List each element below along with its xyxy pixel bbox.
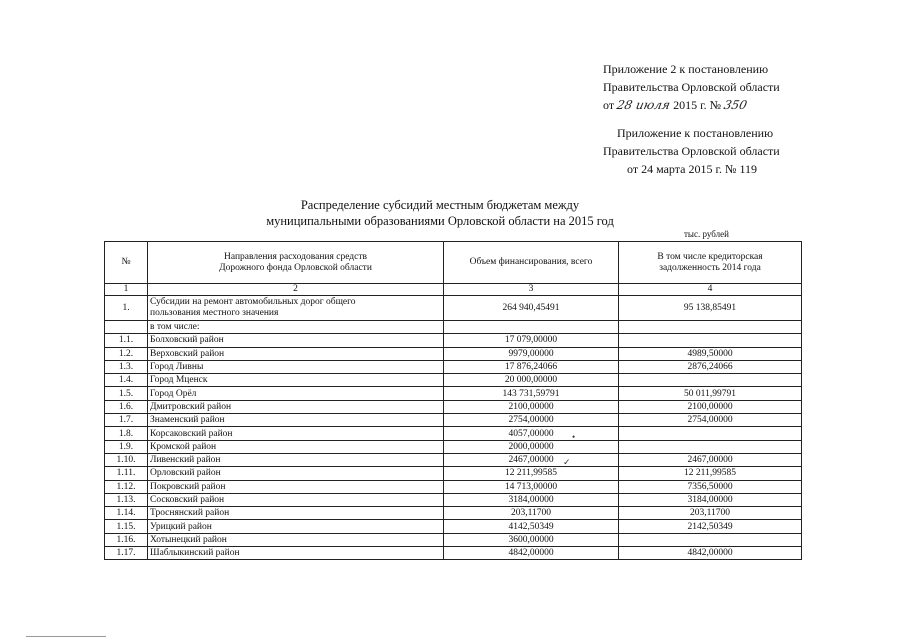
header-direction-line1: Направления расходования средств xyxy=(224,251,367,262)
row-total: 4057,00000 xyxy=(444,427,619,440)
row-total: 2467,00000 xyxy=(444,453,619,466)
main-name xyxy=(148,296,444,321)
column-numbers-row xyxy=(105,284,802,296)
handwritten-date: 28 июля xyxy=(615,98,672,112)
table-header-row xyxy=(105,242,802,284)
table-row xyxy=(105,347,802,360)
table-row xyxy=(105,427,802,440)
document-title xyxy=(250,197,630,229)
row-no: 1.7. xyxy=(105,414,148,427)
row-name: Кромской район xyxy=(148,440,444,453)
row-debt: 4842,00000 xyxy=(619,547,802,560)
row-total: 17 876,24066 xyxy=(444,360,619,373)
row-name: Город Ливны xyxy=(148,360,444,373)
row-total: 4842,00000 xyxy=(444,547,619,560)
annex-2-date xyxy=(603,96,780,114)
row-name: Троснянский район xyxy=(148,507,444,520)
table-row xyxy=(105,440,802,453)
header-no: № xyxy=(105,242,148,284)
annex-2-line1: Приложение 2 к постановлению xyxy=(603,62,769,76)
row-debt: 2142,50349 xyxy=(619,520,802,533)
table-row xyxy=(105,493,802,506)
row-debt: 4989,50000 xyxy=(619,347,802,360)
including-row xyxy=(105,321,802,334)
table-row xyxy=(105,400,802,413)
stray-mark: • xyxy=(572,432,576,442)
row-no: 1.17. xyxy=(105,547,148,560)
row-name: Дмитровский район xyxy=(148,400,444,413)
row-name: Шаблыкинский район xyxy=(148,547,444,560)
header-direction xyxy=(148,242,444,284)
row-no: 1.4. xyxy=(105,374,148,387)
row-name: Город Орёл xyxy=(148,387,444,400)
table-row xyxy=(105,480,802,493)
row-name: Хотынецкий район xyxy=(148,533,444,546)
main-no: 1. xyxy=(105,296,148,321)
including-total xyxy=(444,321,619,334)
row-no: 1.3. xyxy=(105,360,148,373)
row-no: 1.12. xyxy=(105,480,148,493)
table-row xyxy=(105,453,802,466)
main-total: 264 940,45491 xyxy=(444,296,619,321)
header-direction-line2: Дорожного фонда Орловской области xyxy=(219,262,372,273)
row-debt: 3184,00000 xyxy=(619,493,802,506)
subsidy-table xyxy=(104,241,802,560)
row-debt: 50 011,99791 xyxy=(619,387,802,400)
annex-header xyxy=(603,124,780,178)
row-debt: 203,11700 xyxy=(619,507,802,520)
units-label: тыс. рублей xyxy=(684,229,729,239)
row-total: 2754,00000 xyxy=(444,414,619,427)
annex-line3: от 24 марта 2015 г. № 119 xyxy=(627,162,758,176)
row-total: 12 211,99585 xyxy=(444,467,619,480)
row-no: 1.15. xyxy=(105,520,148,533)
column-number: 2 xyxy=(148,284,444,296)
table-row xyxy=(105,374,802,387)
row-total: 9979,00000 xyxy=(444,347,619,360)
row-debt: 7356,50000 xyxy=(619,480,802,493)
including-no xyxy=(105,321,148,334)
row-total: 4142,50349 xyxy=(444,520,619,533)
row-total: 14 713,00000 xyxy=(444,480,619,493)
row-name: Болховский район xyxy=(148,334,444,347)
row-total: 2100,00000 xyxy=(444,400,619,413)
row-debt xyxy=(619,374,802,387)
including-label: в том числе: xyxy=(148,321,444,334)
row-no: 1.10. xyxy=(105,453,148,466)
column-number: 4 xyxy=(619,284,802,296)
column-number: 1 xyxy=(105,284,148,296)
row-name: Урицкий район xyxy=(148,520,444,533)
date-suffix: 2015 г. № xyxy=(673,98,722,112)
annex-line2: Правительства Орловской области xyxy=(603,144,780,158)
row-no: 1.9. xyxy=(105,440,148,453)
header-debt-line2: задолженность 2014 года xyxy=(659,262,761,273)
row-no: 1.11. xyxy=(105,467,148,480)
row-debt xyxy=(619,533,802,546)
row-no: 1.13. xyxy=(105,493,148,506)
table-row xyxy=(105,334,802,347)
header-total: Объем финансирования, всего xyxy=(444,242,619,284)
annex-2-line2: Правительства Орловской области xyxy=(603,80,780,94)
row-debt xyxy=(619,440,802,453)
title-line1: Распределение субсидий местным бюджетам между xyxy=(300,198,580,212)
table-row xyxy=(105,507,802,520)
title-line2: муниципальными образованиями Орловской области на 2015 год xyxy=(266,214,614,228)
row-name: Сосковский район xyxy=(148,493,444,506)
row-debt xyxy=(619,334,802,347)
row-debt: 2467,00000 xyxy=(619,453,802,466)
row-no: 1.6. xyxy=(105,400,148,413)
row-no: 1.14. xyxy=(105,507,148,520)
date-prefix: от xyxy=(603,98,615,112)
row-name: Город Мценск xyxy=(148,374,444,387)
main-debt: 95 138,85491 xyxy=(619,296,802,321)
row-total: 20 000,00000 xyxy=(444,374,619,387)
row-total: 143 731,59791 xyxy=(444,387,619,400)
row-no: 1.5. xyxy=(105,387,148,400)
row-name: Ливенский район xyxy=(148,453,444,466)
row-total: 3184,00000 xyxy=(444,493,619,506)
header-debt-line1: В том числе кредиторская xyxy=(657,251,763,262)
including-debt xyxy=(619,321,802,334)
row-name: Покровский район xyxy=(148,480,444,493)
annex-2-header xyxy=(603,60,780,114)
table-row xyxy=(105,533,802,546)
row-name: Верховский район xyxy=(148,347,444,360)
row-debt: 2100,00000 xyxy=(619,400,802,413)
handwritten-number: 350 xyxy=(722,98,749,112)
column-number: 3 xyxy=(444,284,619,296)
main-name-line1: Субсидии на ремонт автомобильных дорог общего xyxy=(150,297,356,307)
main-subsidy-row xyxy=(105,296,802,321)
row-total: 17 079,00000 xyxy=(444,334,619,347)
row-debt: 12 211,99585 xyxy=(619,467,802,480)
row-total: 3600,00000 xyxy=(444,533,619,546)
table-row xyxy=(105,414,802,427)
table-row xyxy=(105,387,802,400)
row-name: Знаменский район xyxy=(148,414,444,427)
annex-line1: Приложение к постановлению xyxy=(617,126,774,140)
header-debt xyxy=(619,242,802,284)
row-no: 1.8. xyxy=(105,427,148,440)
stray-mark: ✓ xyxy=(563,457,571,467)
table-row xyxy=(105,547,802,560)
row-name: Корсаковский район xyxy=(148,427,444,440)
page-edge-line xyxy=(26,636,106,637)
row-total: 2000,00000 xyxy=(444,440,619,453)
main-name-line2: пользования местного значения xyxy=(150,308,279,318)
table-row xyxy=(105,360,802,373)
row-no: 1.2. xyxy=(105,347,148,360)
table-row xyxy=(105,467,802,480)
row-debt xyxy=(619,427,802,440)
row-no: 1.1. xyxy=(105,334,148,347)
row-debt: 2754,00000 xyxy=(619,414,802,427)
table-row xyxy=(105,520,802,533)
row-no: 1.16. xyxy=(105,533,148,546)
row-total: 203,11700 xyxy=(444,507,619,520)
row-name: Орловский район xyxy=(148,467,444,480)
row-debt: 2876,24066 xyxy=(619,360,802,373)
